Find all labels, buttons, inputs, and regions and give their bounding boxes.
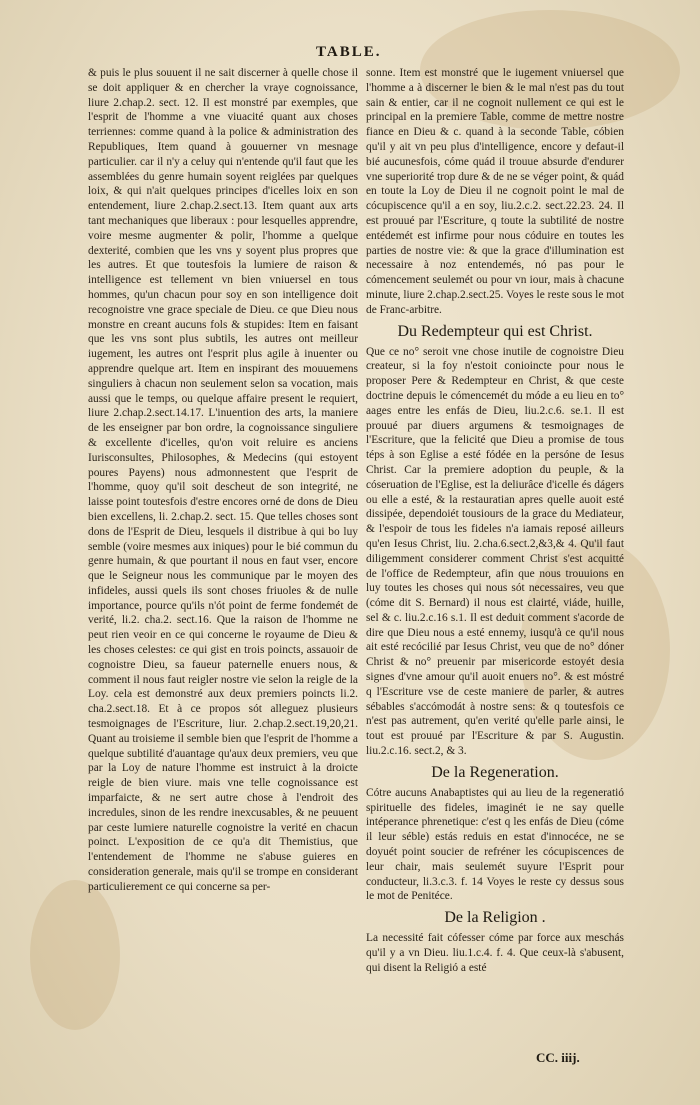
signature-mark: CC. iiij. (536, 1050, 580, 1065)
left-column-text: & puis le plus souuent il ne sait discerner à quelle chose il se doit appliquer & en chercher la vraye cognoissance, liure 2.chap.2. sect. 12. Il est monstré par exemples, que l'esprit de l'homme a vne viuacité quant aux choses terriennes: comme quand à la police & administration des Republiques, Item quand à gouuerner vn mesnage particulier. car il n'y a celuy qui n'entende qu'il faut que les assemblées du genre humain soyent reiglées par quelques loix, & qui n'ait quelques principes d'icelles loix en son entendement, liure 2.chap.2.sect.13. Item quant aux arts tant mechaniques que liberaux : pour lesquelles apprendre, voire mesme augmenter & polir, l'homme a quelque dexterité, combien que les vns y soyent plus propres que les autres. Et que toutesfois la lumiere de raison & intelligence est tellement vn bien vniuersel en tous hommes, qu'un chacun pour soy en son intelligence doit recognoistre vne grace speciale de Dieu. ce que Dieu nous monstre en creant aucuns fols & stupides: Item en faisant que les vns sont plus subtils, les autres ont meilleur iugement, les autres ont l'esprit plus agile à inuenter ou apprendre quelque art. Item en inspirant des mouuemens singuliers à chacun non seulement selon sa vocation, mais aussi que le temps, ou quelque affaire present le requiert, liure 2.chap.2.sect.14.17. L'inuention des arts, la maniere de les enseigner par bon ordre, la cognoissance singuliere & excellente d'icelles, qu'on voit reluire es anciens Iurisconsultes, Philosophes, & Medecins (qui estoyent poures Payens) nous admonnestent que l'esprit de l'homme, quoy qu'il soit descheut de son integrité, ne laisse point toutesfois d'estre encores orné de dons de Dieu bien excellens, li. 2.chap.2. sect. 15. Que telles choses sont dons de l'Esprit de Dieu, lesquels il distribue à qui bo luy semble (voire mesmes aux iniques) pour le bié commun du genre humain, & que pourtant il nous en faut vser, encore que le Seigneur nous les communique par le moyen des infideles, aussi quels ils sont choses friuoles & de nulle importance, pource qu'ils n'ót point de ferme fondemét de verité, li.2. cha.2. sect.16. Que la raison de l'homme ne peut rien veoir en ce qui concerne le royaume de Dieu & les choses celestes: ce qui gist en trois poincts, assauoir de cognoistre Dieu, sa faueur paternelle enuers nous, & comment il nous faut reigler nostre vie selon la reigle de la Loy. cela est demonstré aux deux premiers poincts li.2. cha.2.sect.18. Et à ce propos sót alleguez plusieurs tesmoignages de l'Escriture, liur. 2.chap.2.sect.19,20,21. Quant au troisieme il semble bien que l'esprit de l'homme a quelque subtilité d'auantage qu'aux deux premiers, veu que par la Loy de nature l'homme est instruict à la droicte reigle de bien viure. mais vne telle cognoissance est imparfaicte, & ne sert autre chose à l'endroit des incredules, sinon de les rendre inexcusables, & ne peuuent par ceste lumiere naturelle cognoistre la verité en chacun poinct. L'exposition de ce qu'a dit Themistius, que l'entendement de l'homme ne s'abuse guieres en consideration generale, mais qu'il se trompe en considerant particulierement ce qui concerne sa per- (88, 67, 358, 893)
right-column (366, 66, 624, 976)
section-text-regeneration: Cótre aucuns Anabaptistes qui au lieu de la regeneratió spirituelle des fideles, imaginét ie ne say quelle intéperance phrenetique: c'est q les enfás de Dieu (cóme il leur séble) estás reduis en estat d'innocéce, ne se doyuét point soucier de refréner les cócupiscences de leur chair, mais seulemét suyure l'Esprit pour conducteur, li.3.c.3. f. 14 Voyes le reste cy dessus sous le mot de Penitéce. (366, 786, 624, 903)
left-column (88, 66, 358, 895)
running-head: TABLE. (316, 44, 382, 60)
section-heading-regeneration: De la Regeneration. (431, 763, 559, 781)
section-heading-redempteur: Du Redempteur qui est Christ. (397, 322, 593, 340)
section-heading-religion: De la Religion . (444, 909, 546, 927)
right-intro-text: sonne. Item est monstré que le iugement vniuersel que l'homme a à discerner le bien & le mal n'est pas du tout sain & entier, car il ne cognoit nullement ce qui est le principal en la premiere Table, comme de mettre nostre fiance en Dieu & c. quand à la seconde Table, cóbien qu'il y ait vn peu plus d'intelligence, encore y defaut-il bié aucunesfois, cóme quád il trouue absurde d'endurer vne superiorité trop dure & de ne se véger point, & quád en toute la Loy de Dieu il ne cognoit point le mal de cócupiscence qu'il a en soy, liu.2.c.2. sect.22.23. 24. Il est prouué par l'Escriture, q toute la subtilité de nostre entédemét est infirme pour nous códuire en toutes les parties de nostre vie: & que la grace d'illumination est necessaire à noz entendemés, nó pas pour le cómencement seulemét ou pour vn iour, mais à chacune minute, liure 2.chap.2.sect.25. Voyes le reste sous le mot de Franc-arbitre. (366, 67, 624, 316)
section-text-religion: La necessité fait cófesser cóme par force aux meschás qu'il y a vn Dieu. liu.1.c.4. f. 4. Que ceux-là s'abusent, qui disent la Religió a esté (366, 932, 624, 974)
section-text-redempteur: Que ce no° seroit vne chose inutile de cognoistre Dieu createur, si la foy n'estoit conioincte pour nous le proposer Pere & Redempteur en Christ, & que ceste doctrine depuis le cómencemét du móde a eu lieu en to° aages entre les enfás de Dieu, liu.2.c.6. se.1. Il est prouué par diuers argumens & tesmoignages de l'Escriture, que la felicité que Dieu a promise de tous téps à son Eglise a esté fódée en la persóne de Iesus Christ. Car la premiere adoption du peuple, & la cóseruation de l'Eglise, est la deliurâce d'icelle és dágers ou elle a esté, & la restauratian apres quelle auoit esté dissipée, dependoiét tousiours de la grace du Mediateur, & l'espoir de tous les fideles n'a iamais reposé ailleurs qu'en Iesus Christ, liu. 2.cha.6.sect.2,&3,& 4. Qu'il faut diligemment considerer comment Christ s'est acquitté de l'office de Redempteur, afin que nous trouuions en luy toutes les choses qui nous sót necessaires, veu que (cóme dit S. Bernard) il nous est clairté, viáde, huille, sel & c. liu.2.c.16 s.1. Il est deduit comment s'acorde de dire que Dieu nous a esté ennemy, iusqu'à ce qu'il nous ait esté recócilié par Iesus Christ, veu que de no° dóner Christ & no° preuenir par misericorde estoyét desia signes d'vne amour qu'il auoit enuers no°. & est móstré q l'Escriture vse de ceste maniere de parler, & autres sébables s'accómodát à nostre sens: & q toutesfois ce n'est pas autrement, qu'en verité qu'elle parle ainsi, le tout est prouué par l'Escriture & par S. Augustin. liu.2.c.16. sect.2, & 3. (366, 345, 624, 758)
water-stain (30, 880, 120, 1030)
